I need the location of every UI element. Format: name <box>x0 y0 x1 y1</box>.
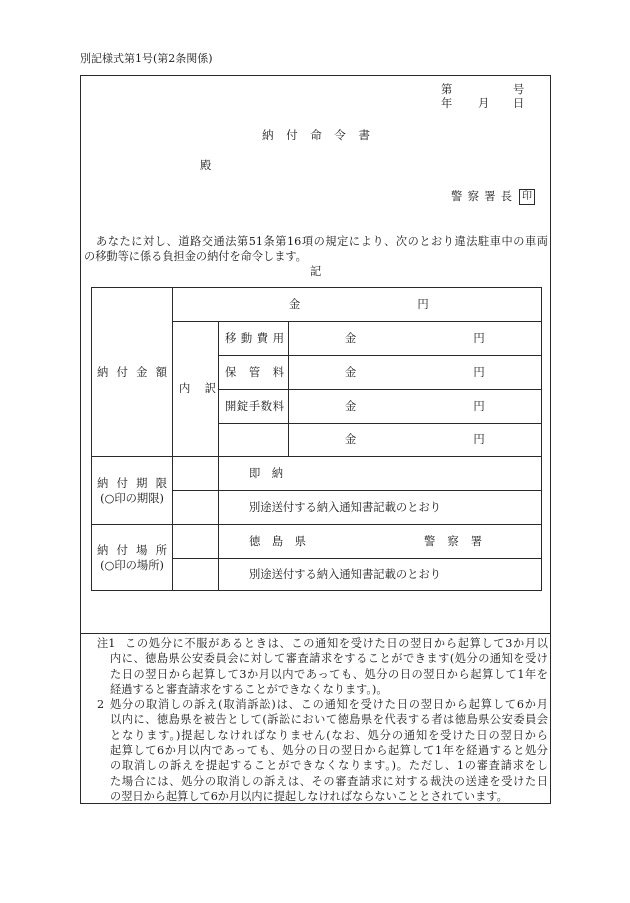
note-line <box>97 712 549 727</box>
deadline-label: 納付期限 <box>97 476 167 490</box>
item-currency: 金 <box>345 331 357 345</box>
seal-mark: 印 <box>522 191 532 202</box>
number-prefix: 第 <box>441 83 453 96</box>
ki-heading: 記 <box>310 265 322 278</box>
note-text: の翌日から起算して6か月以内に提起しなければならないこととされています。 <box>110 789 508 803</box>
item-amount-cell <box>289 424 542 457</box>
item-name-cell <box>219 390 289 424</box>
amount-label-cell <box>92 288 173 457</box>
deadline-immediate: 即納 <box>249 466 283 480</box>
place-prefecture: 徳島県 <box>249 534 306 548</box>
place-label-note: (○印の場所) <box>100 558 164 572</box>
note-text: の取消しの訴えを提起することができなくなります。)。ただし、1の審査請求をし <box>110 759 548 773</box>
item-currency: 金 <box>345 433 357 446</box>
breakdown-label: 内訳 <box>179 382 216 395</box>
total-unit: 円 <box>417 297 429 311</box>
form-label: 別記様式第1号(第2条関係) <box>80 52 213 65</box>
notes-section <box>97 636 549 804</box>
date-day: 日 <box>513 97 525 110</box>
note-line <box>97 728 549 743</box>
note-line <box>97 743 549 758</box>
issuer-title: 警察署長 <box>451 190 512 203</box>
table-row-total <box>92 288 542 322</box>
date-year: 年 <box>441 97 453 110</box>
breakdown-label-cell <box>173 322 219 457</box>
document-title: 納付命令書 <box>262 128 370 142</box>
note-marker: 2 <box>97 698 105 712</box>
payment-details-table <box>91 287 542 591</box>
addressee-suffix: 殿 <box>200 159 212 172</box>
item-name-cell <box>219 322 289 356</box>
note-text: 起算して6か月以内であっても、処分の日の翌日から起算して1年を経過すると処分 <box>110 744 548 758</box>
note-line <box>97 697 549 712</box>
item-unit: 円 <box>473 433 485 446</box>
note-text: た場合には、処分の取消しの訴えは、その審査請求に対する裁決の送達を受けた日 <box>110 774 548 788</box>
place-label: 納付場所 <box>97 543 167 557</box>
table-row-place <box>92 525 542 559</box>
deadline-label-note: (○印の期限) <box>100 491 164 505</box>
total-amount-cell <box>173 288 542 322</box>
note-marker: 注1 <box>97 637 116 650</box>
date-month: 月 <box>478 97 490 110</box>
place-label-cell <box>92 525 173 591</box>
deadline-mark-cell <box>173 491 219 525</box>
place-notice: 別途送付する納入通知書記載のとおり <box>249 567 442 581</box>
note-line <box>97 789 549 804</box>
note-line <box>97 758 549 773</box>
note-text: この処分に不服があるときは、この通知を受けた日の翌日から起算して3か月以 <box>125 637 548 650</box>
item-name-cell <box>219 356 289 390</box>
item-currency: 金 <box>345 365 357 379</box>
note-line <box>97 774 549 789</box>
item-amount-row <box>289 400 541 414</box>
note-text: 処分の取消しの訴え(取消訴訟)は、この通知を受けた日の翌日から起算して6か月 <box>110 698 548 712</box>
place-notice-cell <box>219 559 542 591</box>
item-amount-cell <box>289 390 542 424</box>
item-amount-row <box>289 366 541 380</box>
item-name-storage-fee: 保管料 <box>225 365 284 379</box>
body-line-2: の移動等に係る負担金の納付を命令します。 <box>84 250 307 263</box>
note-line <box>97 682 549 697</box>
item-amount-row <box>289 332 541 346</box>
deadline-notice-cell <box>219 491 542 525</box>
number-suffix: 号 <box>513 83 525 96</box>
note-text: た日の翌日から起算して3か月以内であっても、処分の日の翌日から起算して1年を <box>110 667 548 681</box>
note-line <box>97 667 549 682</box>
item-amount-row <box>289 433 541 447</box>
deadline-immediate-cell <box>219 457 542 491</box>
deadline-label-cell <box>92 457 173 525</box>
item-amount-cell <box>289 356 542 390</box>
deadline-mark-cell <box>173 457 219 491</box>
place-mark-cell <box>173 559 219 591</box>
note-line <box>97 651 549 666</box>
place-station-cell <box>219 525 542 559</box>
total-currency: 金 <box>289 297 301 311</box>
seal-box <box>519 189 535 205</box>
total-amount-row <box>173 298 541 312</box>
note-line <box>97 636 549 651</box>
deadline-notice: 別途送付する納入通知書記載のとおり <box>249 500 442 514</box>
note-text: 経過すると審査請求をすることができなくなります。)。 <box>110 682 388 696</box>
item-name-cell-blank <box>219 424 289 457</box>
item-amount-cell <box>289 322 542 356</box>
note-text: 以内に、徳島県を被告として(訴訟において徳島県を代表する者は徳島県公安委員会 <box>110 713 548 727</box>
body-line-1: あなたに対し、道路交通法第51条第16項の規定により、次のとおり違法駐車中の車両 <box>96 235 548 248</box>
table-row-deadline <box>92 457 542 491</box>
place-mark-cell <box>173 525 219 559</box>
notes-divider <box>80 633 551 634</box>
note-text: 内に、徳島県公安委員会に対して審査請求をすることができます(処分の通知を受け <box>110 652 548 666</box>
item-name-unlocking-fee: 開錠手数料 <box>225 399 284 413</box>
note-text: となります。)提起しなければなりません(なお、処分の通知を受けた日の翌日から <box>110 728 548 742</box>
amount-label: 納付金額 <box>97 365 167 379</box>
place-station-row <box>219 535 541 549</box>
item-unit: 円 <box>473 399 485 413</box>
item-unit: 円 <box>473 331 485 345</box>
item-currency: 金 <box>345 399 357 413</box>
place-station-suffix: 警察署 <box>424 534 482 548</box>
item-unit: 円 <box>473 365 485 379</box>
item-name-moving-cost: 移動費用 <box>225 331 284 345</box>
